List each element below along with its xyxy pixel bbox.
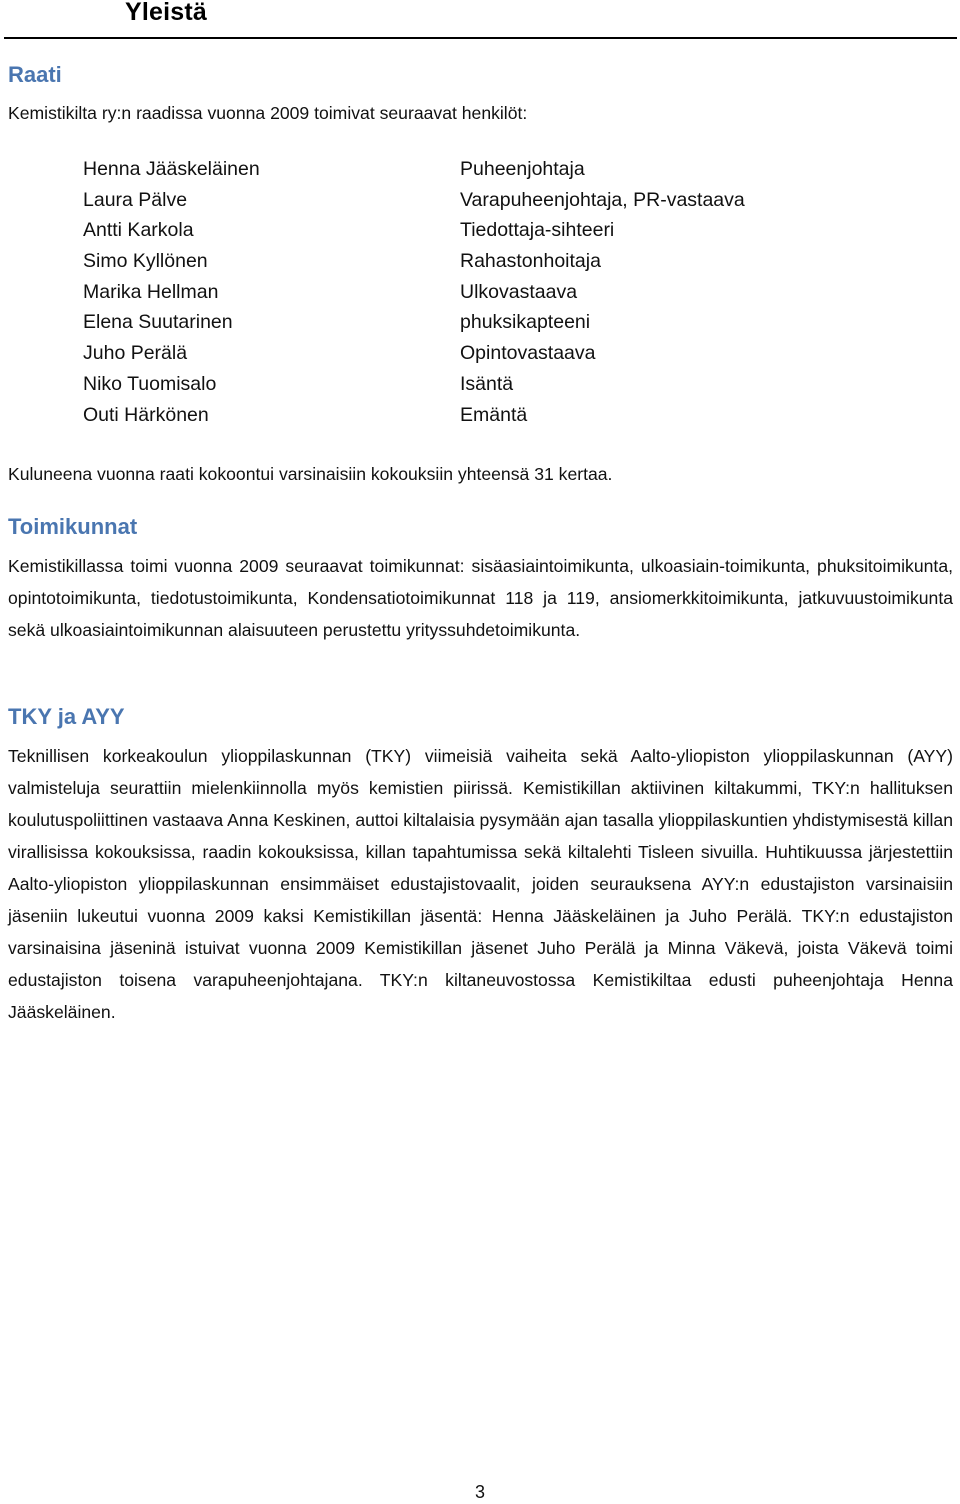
member-row [83,338,843,369]
page-title: Yleistä [125,0,208,26]
tky-ayy-paragraph: Teknillisen korkeakoulun ylioppilaskunnan (TKY) viimeisiä vaiheita sekä Aalto-yliopiston ylioppilaskunnan (AYY) valmisteluja seurattiin mielenkiinnolla myös kemistien piirissä. Kemistikillan aktiivinen kiltakummi, TKY:n hallituksen koulutuspoliittinen vastaava Anna Keskinen, auttoi kiltalaisia pysymään ajan tasalla ylioppilaskuntien yhdistymisestä killan virallisissa kokouksissa, raadin kokouksissa, killan tapahtumissa sekä kiltalehti Tisleen sivuilla. Huhtikuussa järjestettiin Aalto-yliopiston ylioppilaskunnan ensimmäiset edustajistovaalit, joiden seurauksena AYY:n edustajiston varsinaisiin jäseniin lukeutui vuonna 2009 kaksi Kemistikillan jäsentä: Henna Jääskeläinen ja Juho Perälä. TKY:n edustajiston varsinaisina jäseninä istuivat vuonna 2009 Kemistikillan jäsenet Juho Perälä ja Minna Väkevä, joista Väkevä toimi edustajiston toisena varapuheenjohtajana. TKY:n kiltaneuvostossa Kemistikiltaa edusti puheenjohtaja Henna Jääskeläinen. [8,746,953,1022]
member-role: Rahastonhoitaja [460,250,601,273]
member-role: Ulkovastaava [460,280,578,303]
member-role: Varapuheenjohtaja, PR-vastaava [460,188,745,211]
member-row [83,307,843,338]
raati-member-list [83,154,843,430]
member-role: Opintovastaava [460,342,596,365]
heading-divider [4,37,957,39]
member-name: Antti Karkola [83,219,194,242]
section-title-tky-ayy: TKY ja AYY [8,704,125,729]
raati-meetings-text: Kuluneena vuonna raati kokoontui varsinaisiin kokouksiin yhteensä 31 kertaa. [8,464,613,484]
member-row [83,400,843,431]
page-number: 3 [474,1482,485,1502]
member-role: Isäntä [460,372,514,395]
member-name: Niko Tuomisalo [83,372,217,395]
member-name: Outi Härkönen [83,403,209,426]
member-name: Henna Jääskeläinen [83,158,260,180]
member-name: Elena Suutarinen [83,311,233,334]
member-role: Tiedottaja-sihteeri [460,219,615,242]
member-row [83,277,843,308]
section-title-toimikunnat: Toimikunnat [8,514,138,539]
member-name: Laura Pälve [83,188,188,211]
member-name: Juho Perälä [83,342,188,365]
member-row [83,215,843,246]
raati-intro: Kemistikilta ry:n raadissa vuonna 2009 toimivat seuraavat henkilöt: [8,103,528,123]
member-row [83,154,843,185]
section-title-raati: Raati [8,62,62,87]
member-role: Emäntä [460,403,528,426]
member-row [83,185,843,216]
member-name: Simo Kyllönen [83,250,208,273]
member-name: Marika Hellman [83,280,219,303]
member-role: phuksikapteeni [460,311,591,334]
toimikunnat-paragraph: Kemistikillassa toimi vuonna 2009 seuraavat toimikunnat: sisäasiaintoimikunta, ulkoasiain-toimikunta, phuksitoimikunta, opintotoimikunta, tiedotustoimikunta, Kondensatiotoimikunnat 118 ja 119, ansiomerkkitoimikunta, jatkuvuustoimikunta sekä ulkoasiaintoimikunnan alaisuuteen perustettu yrityssuhdetoimikunta. [8,556,953,640]
member-row [83,246,843,277]
member-role: Puheenjohtaja [460,158,585,180]
member-row [83,369,843,400]
